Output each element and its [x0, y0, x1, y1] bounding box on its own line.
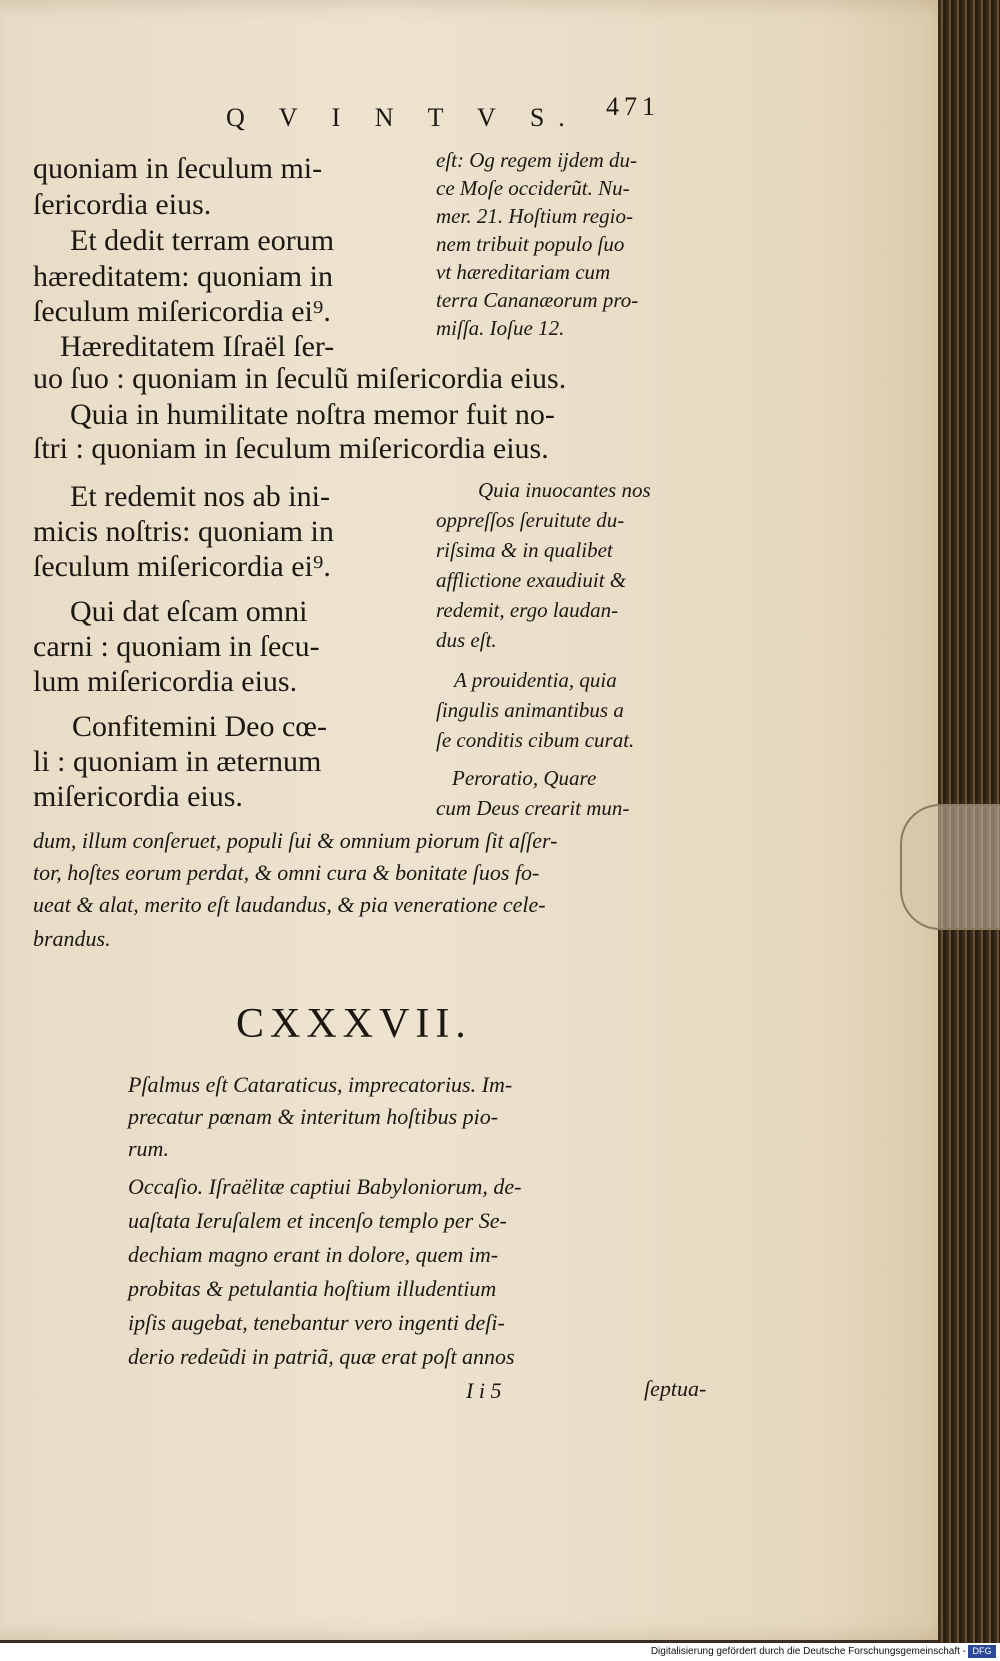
intro-line: dechiam magno erant in dolore, quem im- [128, 1242, 499, 1267]
note-line: cum Deus crearit mun- [436, 796, 630, 820]
main-line: ſeculum miſericordia ei⁹. [33, 295, 331, 328]
note-line: ſingulis animantibus a [436, 698, 624, 722]
note-continuation-line: ueat & alat, merito eſt laudandus, & pia veneratione cele- [33, 892, 546, 917]
main-line: ſericordia eius. [33, 188, 212, 221]
main-line: carni : quoniam in ſecu- [33, 630, 320, 663]
main-line: micis noſtris: quoniam in [33, 515, 334, 548]
note-line: miſſa. Ioſue 12. [436, 316, 565, 340]
note-continuation-line: dum, illum conſeruet, populi ſui & omnium piorum ſit aſſer- [33, 828, 558, 853]
intro-line: ipſis augebat, tenebantur vero ingenti deſi- [128, 1310, 505, 1335]
digitization-footer [0, 1643, 1000, 1661]
intro-line: rum. [128, 1136, 169, 1161]
main-line: Confitemini Deo cœ- [72, 710, 327, 743]
note-line: afflictione exaudiuit & [436, 568, 627, 592]
note-line: mer. 21. Hoſtium regio- [436, 204, 633, 228]
intro-line: uaſtata Ieruſalem et incenſo templo per Se- [128, 1208, 507, 1233]
main-line: Qui dat eſcam omni [70, 595, 308, 628]
main-line: lum miſericordia eius. [33, 665, 298, 698]
note-line: dus eſt. [436, 628, 497, 652]
note-line: vt hæreditariam cum [436, 260, 611, 284]
main-line: li : quoniam in æternum [33, 745, 322, 778]
note-line: Peroratio, Quare [452, 766, 597, 790]
note-line: terra Cananæorum pro- [436, 288, 639, 312]
folio-number: 471 [606, 92, 660, 121]
main-line: Et dedit terram eorum [70, 224, 335, 257]
note-line: ſe conditis cibum curat. [436, 728, 635, 752]
main-line: Hæreditatem Iſraël ſer- [60, 330, 335, 363]
intro-line: Occaſio. Iſraëlitæ captiui Babyloniorum, de- [128, 1174, 522, 1199]
intro-line: precatur pœnam & interitum hoſtibus pio- [128, 1104, 499, 1129]
main-line: ſeculum miſericordia ei⁹. [33, 550, 331, 583]
running-title: Q V I N T V S. [226, 103, 579, 132]
intro-line: Pſalmus eſt Cataraticus, imprecatorius. Im- [128, 1072, 513, 1097]
main-line: hæreditatem: quoniam in [33, 260, 333, 293]
footer-credit: Digitalisierung gefördert durch die Deutsche Forschungsgemeinschaft - [650, 1646, 966, 1657]
intro-line: probitas & petulantia hoſtium illudentium [128, 1276, 497, 1301]
note-line: Quia inuocantes nos [478, 478, 651, 502]
note-line: riſsima & in qualibet [436, 538, 613, 562]
note-line: ce Moſe occiderũt. Nu- [436, 176, 630, 200]
main-line: Quia in humilitate noſtra memor fuit no- [70, 398, 555, 431]
page-clip [900, 804, 1000, 930]
main-line: quoniam in ſeculum mi- [33, 152, 323, 185]
main-line: miſericordia eius. [33, 780, 243, 813]
note-continuation-line: brandus. [33, 926, 111, 951]
note-continuation-line: tor, hoſtes eorum perdat, & omni cura & bonitate ſuos fo- [33, 860, 540, 885]
main-line: ſtri : quoniam in ſeculum miſericordia eius. [33, 432, 549, 465]
note-line: nem tribuit populo ſuo [436, 232, 625, 256]
note-line: A prouidentia, quia [454, 668, 617, 692]
note-line: oppreſſos ſeruitute du- [436, 508, 625, 532]
signature-mark: I i 5 [466, 1378, 502, 1403]
note-line: eſt: Og regem ijdem du- [436, 148, 637, 172]
main-line: Et redemit nos ab ini- [70, 480, 330, 513]
intro-line: derio redeũdi in patriã, quæ erat poſt annos [128, 1344, 515, 1369]
psalm-number-heading: CXXXVII. [236, 1001, 472, 1047]
catchword: ſeptua- [644, 1376, 707, 1401]
main-line: uo ſuo : quoniam in ſeculũ miſericordia eius. [33, 362, 567, 395]
note-line: redemit, ergo laudan- [436, 598, 619, 622]
dfg-logo: DFG [968, 1645, 996, 1658]
